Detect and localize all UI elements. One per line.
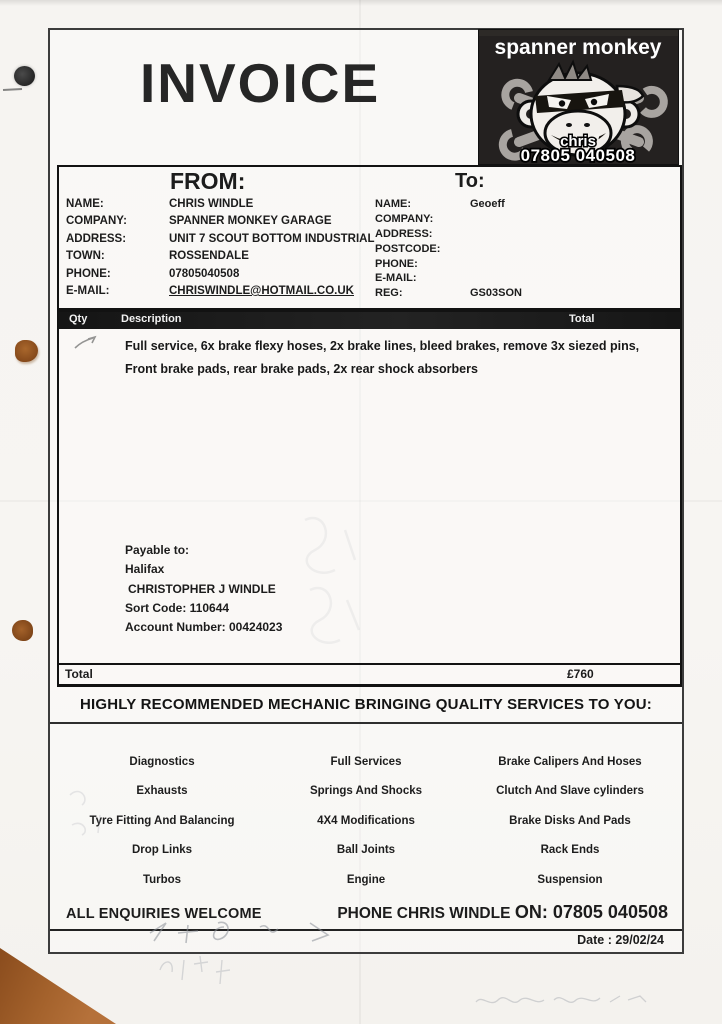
service-item: Engine — [346, 873, 386, 886]
logo-name-text: chris — [560, 133, 596, 150]
from-town-value: ROSSENDALE — [169, 250, 249, 263]
service-item: Exhausts — [136, 785, 188, 798]
service-item: Springs And Shocks — [309, 785, 423, 798]
from-address-label: ADDRESS: — [66, 232, 127, 245]
to-reg-label: REG: — [375, 287, 403, 300]
from-company-label: COMPANY: — [66, 215, 127, 228]
total-label: Total — [65, 667, 93, 681]
banner-divider — [50, 722, 682, 724]
footer-divider — [50, 929, 682, 931]
service-item: Rack Ends — [540, 844, 600, 857]
payable-line-4: Sort Code: 110644 — [125, 600, 230, 615]
service-item: Brake Calipers And Hoses — [498, 755, 642, 768]
service-item: Turbos — [142, 873, 182, 886]
to-company-label: COMPANY: — [375, 212, 434, 225]
service-item: Clutch And Slave cylinders — [496, 785, 644, 798]
to-name-value: Geoeff — [470, 198, 505, 210]
logo-phone-text: 07805 040508 — [520, 146, 636, 164]
to-postcode-label: POSTCODE: — [375, 242, 441, 255]
service-item: Drop Links — [131, 844, 193, 857]
from-town-label: TOWN: — [66, 250, 105, 263]
to-email-label: E-MAIL: — [375, 272, 417, 285]
hole-punch-bottom — [12, 620, 33, 641]
service-item: Ball Joints — [336, 844, 396, 857]
total-column-header: Total — [569, 313, 595, 325]
pen-tick-mark — [73, 335, 99, 351]
to-name-label: NAME: — [375, 198, 412, 210]
pen-dash-mark — [2, 86, 24, 94]
to-fields — [375, 198, 665, 302]
phone-number-text: ON: 07805 040508 — [514, 902, 668, 922]
to-company-value — [470, 213, 665, 228]
service-item: Suspension — [537, 873, 603, 886]
items-table-header — [59, 312, 680, 329]
to-address-label: ADDRESS: — [375, 227, 433, 240]
service-item: Diagnostics — [129, 755, 195, 768]
from-company-value: SPANNER MONKEY GARAGE — [169, 215, 332, 228]
quality-banner: HIGHLY RECOMMENDED MECHANIC BRINGING QUALITY SERVICES TO YOU: — [80, 696, 652, 713]
to-postcode-value — [470, 243, 665, 258]
hole-punch-top — [14, 66, 35, 86]
payable-line-3: CHRISTOPHER J WINDLE — [128, 581, 276, 596]
to-reg-value: GS03SON — [470, 287, 522, 300]
from-email-label: E-MAIL: — [66, 284, 110, 297]
from-email-value: CHRISWINDLE@HOTMAIL.CO.UK — [169, 284, 354, 297]
total-value: £760 — [567, 667, 594, 681]
wood-desk-corner — [0, 948, 116, 1024]
payable-line-5: Account Number: 00424023 — [125, 620, 283, 635]
service-item: Full Services — [330, 755, 402, 768]
invoice-date: Date : 29/02/24 — [577, 933, 664, 947]
qty-column-header: Qty — [69, 313, 88, 325]
from-name-value: CHRIS WINDLE — [169, 198, 254, 210]
description-line-2: Front brake pads, rear brake pads, 2x rear shock absorbers — [125, 361, 478, 376]
footer-phone-line — [337, 902, 668, 923]
to-email-value — [470, 272, 665, 287]
payable-line-2: Halifax — [125, 562, 165, 577]
description-column-header: Description — [121, 313, 182, 325]
invoice-sheet-frame — [48, 28, 684, 954]
spanner-monkey-logo — [479, 30, 678, 164]
services-grid — [60, 747, 672, 895]
ink-bleedthrough-bottom-right — [470, 988, 660, 1016]
footer-row — [66, 902, 668, 923]
to-phone-label: PHONE: — [375, 257, 418, 270]
to-heading: To: — [455, 170, 485, 192]
service-item: Tyre Fitting And Balancing — [89, 814, 235, 827]
service-item: Brake Disks And Pads — [509, 814, 631, 827]
items-table — [57, 310, 682, 687]
from-fields — [66, 198, 375, 302]
from-name-label: NAME: — [66, 198, 104, 210]
from-heading: FROM: — [170, 168, 246, 194]
description-line-1: Full service, 6x brake flexy hoses, 2x brake lines, bleed brakes, remove 3x siezed pins, — [125, 339, 640, 353]
items-table-body — [59, 329, 680, 666]
total-row — [59, 663, 680, 685]
item-description — [125, 335, 639, 380]
from-to-panel — [57, 165, 682, 310]
payable-line-1: Payable to: — [125, 543, 190, 557]
phone-prefix-text: PHONE CHRIS WINDLE — [337, 905, 511, 922]
payable-block — [125, 541, 282, 637]
pencil-scribble-bottom-left — [150, 950, 280, 990]
page-title: INVOICE — [140, 52, 381, 114]
enquiries-text: ALL ENQUIRIES WELCOME — [66, 906, 262, 922]
to-address-value — [470, 228, 665, 243]
hole-punch-middle — [15, 340, 38, 362]
from-phone-value: 07805040508 — [169, 267, 240, 280]
to-phone-value — [470, 258, 665, 273]
from-phone-label: PHONE: — [66, 267, 111, 280]
monkey-wrench-icon — [479, 30, 678, 164]
from-address-value: UNIT 7 SCOUT BOTTOM INDUSTRIAL — [169, 232, 375, 245]
service-item: 4X4 Modifications — [317, 814, 415, 827]
logo-brand-text: spanner monkey — [494, 36, 662, 59]
